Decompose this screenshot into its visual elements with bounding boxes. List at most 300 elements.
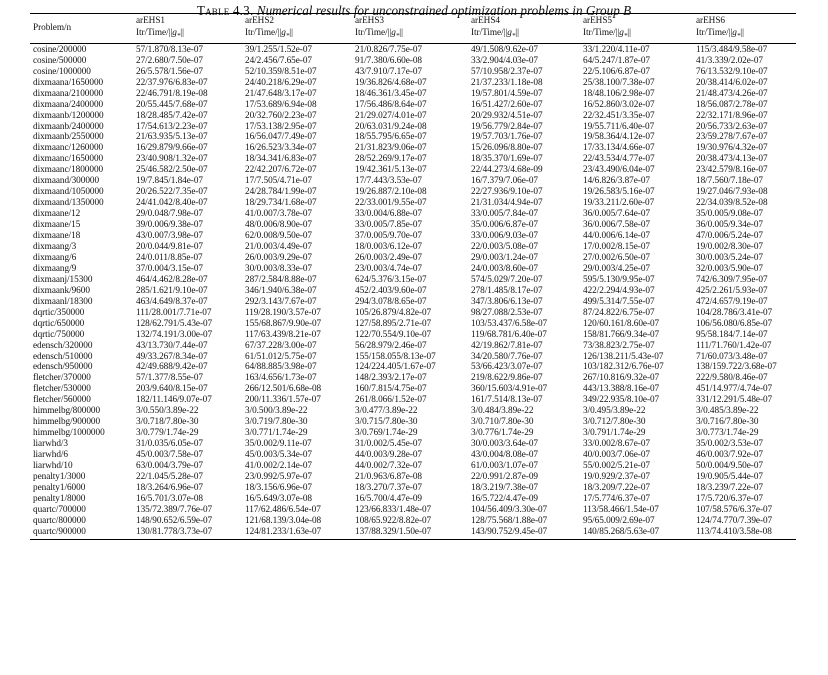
table-row	[30, 373, 796, 384]
result-cell: 574/5.029/7.20e-07	[471, 274, 543, 285]
metric-label-suffix: ||	[515, 28, 519, 38]
result-cell: 26/0.003/9.29e-07	[245, 252, 312, 263]
result-cell: 32/0.003/5.90e-07	[696, 263, 763, 274]
result-cell: 294/3.078/8.65e-07	[355, 296, 427, 307]
result-cell: 266/12.501/6.68e-08	[245, 384, 322, 395]
metric-label-prefix: Itr/Time/||	[583, 28, 620, 38]
result-cell: 22/1.045/5.28e-07	[136, 472, 203, 483]
problem-name-cell: fletcher/530000	[33, 384, 91, 395]
result-cell: 20/0.044/9.81e-07	[136, 242, 203, 252]
result-cell: 16/29.879/9.66e-07	[136, 143, 208, 154]
result-cell: 37/0.005/9.70e-07	[355, 231, 422, 242]
metric-label-g: g	[391, 28, 396, 38]
metric-header	[696, 27, 796, 43]
result-cell: 3/0.779/1.74e-29	[136, 428, 199, 439]
method-header: arEHS1	[136, 16, 165, 26]
table-title: Numerical results for unconstrained optimization problems in Group B	[256, 3, 632, 18]
problem-name-cell: dqrtic/750000	[33, 329, 85, 340]
result-cell: 56/28.979/2.46e-07	[355, 340, 427, 351]
result-cell: 36/0.006/7.58e-07	[583, 220, 650, 231]
problem-name-cell: dixmaane/12	[33, 209, 81, 220]
problem-name-cell: quartc/800000	[33, 515, 86, 526]
result-cell: 119/28.190/3.57e-07	[245, 307, 321, 318]
result-cell: 19/33.211/2.60e-07	[583, 198, 655, 209]
result-cell: 29/0.003/4.25e-07	[583, 263, 650, 274]
result-cell: 3/0.484/3.89e-22	[471, 406, 534, 417]
result-cell: 24/28.784/1.99e-07	[245, 187, 317, 198]
result-cell: 22/43.534/4.77e-07	[583, 154, 655, 165]
table-row	[30, 395, 796, 406]
result-cell: 91/7.380/6.60e-08	[355, 55, 422, 66]
result-cell: 451/14.977/4.74e-07	[696, 384, 773, 395]
result-cell: 30/0.003/3.64e-07	[471, 439, 538, 450]
result-cell: 22/27.936/9.10e-07	[471, 187, 543, 198]
table-body	[30, 43, 796, 538]
result-cell: 18/3.156/6.96e-07	[245, 482, 312, 493]
result-cell: 33/0.005/7.84e-07	[471, 209, 538, 220]
problem-name-cell: dqrtic/350000	[33, 307, 85, 318]
problem-name-cell: liarwhd/10	[33, 461, 73, 472]
result-cell: 64/88.885/3.98e-07	[245, 362, 317, 373]
result-cell: 41/3.339/2.02e-07	[696, 55, 763, 66]
result-cell: 425/2.261/5.93e-07	[696, 285, 768, 296]
result-cell: 30/0.003/5.24e-07	[696, 252, 763, 263]
result-cell: 22/37.976/6.83e-07	[136, 77, 208, 88]
table-row	[30, 483, 796, 494]
result-cell: 20/56.733/2.63e-07	[696, 121, 768, 132]
result-cell: 14/6.826/3.87e-07	[583, 176, 650, 187]
result-cell: 19/7.845/1.84e-07	[136, 176, 203, 187]
metric-header	[471, 27, 583, 43]
result-cell: 36/0.005/7.64e-07	[583, 209, 650, 220]
result-cell: 18/34.341/6.83e-07	[245, 154, 317, 165]
result-cell: 23/59.278/7.67e-07	[696, 132, 768, 143]
result-cell: 18/3.209/7.22e-07	[583, 482, 650, 493]
result-cell: 53/66.423/3.07e-07	[471, 362, 543, 373]
result-cell: 21/0.003/4.49e-07	[245, 242, 312, 252]
result-cell: 30/0.003/8.33e-07	[245, 263, 312, 274]
result-cell: 26/5.578/1.56e-07	[136, 66, 203, 77]
result-cell: 19/58.364/4.12e-07	[583, 132, 655, 143]
table-row	[30, 439, 796, 450]
table-row	[30, 143, 796, 154]
table-row	[30, 428, 796, 439]
method-header: arEHS6	[696, 16, 725, 26]
result-cell: 18/0.003/6.12e-07	[355, 242, 422, 252]
problem-name-cell: cosine/500000	[33, 55, 87, 66]
result-cell: 24/0.003/8.60e-07	[471, 263, 538, 274]
result-cell: 115/3.484/9.58e-07	[696, 44, 768, 55]
result-cell: 3/0.791/1.74e-29	[583, 428, 646, 439]
result-cell: 128/75.568/1.88e-07	[471, 515, 548, 526]
result-cell: 44/0.003/9.28e-07	[355, 450, 422, 461]
result-cell: 463/4.649/8.37e-07	[136, 296, 208, 307]
result-cell: 63/0.004/3.79e-07	[136, 461, 203, 472]
table-row	[30, 450, 796, 461]
result-cell: 19/26.887/2.10e-08	[355, 187, 427, 198]
result-cell: 17/56.486/8.64e-07	[355, 99, 427, 110]
result-cell: 19/55.711/6.40e-07	[583, 121, 655, 132]
result-cell: 42/19.862/7.81e-07	[471, 340, 543, 351]
metric-label-g: g	[281, 28, 286, 38]
table-row	[30, 406, 796, 417]
result-cell: 203/9.640/8.15e-07	[136, 384, 208, 395]
table-row	[30, 516, 796, 527]
result-cell: 3/0.718/7.80e-30	[136, 417, 199, 428]
result-cell: 21/0.963/6.87e-08	[355, 472, 422, 483]
table-row	[30, 209, 796, 220]
result-cell: 22/34.039/8.52e-08	[696, 198, 768, 209]
result-cell: 48/0.006/8.90e-07	[245, 220, 312, 231]
result-cell: 22/5.106/6.87e-07	[583, 66, 650, 77]
result-cell: 19/30.976/4.32e-07	[696, 143, 768, 154]
result-cell: 422/2.294/4.93e-07	[583, 285, 655, 296]
result-cell: 16/5.701/3.07e-08	[136, 493, 203, 504]
result-cell: 20/38.473/4.13e-07	[696, 154, 768, 165]
table-row	[30, 308, 796, 319]
result-cell: 24/41.042/8.40e-07	[136, 198, 208, 209]
table-row	[30, 264, 796, 275]
table-row	[30, 56, 796, 67]
problem-name-cell: dixmaand/1350000	[33, 198, 104, 209]
result-cell: 3/0.710/7.80e-30	[471, 417, 534, 428]
result-cell: 16/5.649/3.07e-08	[245, 493, 312, 504]
table-row	[30, 231, 796, 242]
result-cell: 18/28.485/7.42e-07	[136, 110, 208, 121]
result-cell: 20/38.414/6.02e-07	[696, 77, 768, 88]
problem-name-cell: fletcher/370000	[33, 373, 91, 384]
table-row	[30, 100, 796, 111]
result-cell: 106/56.080/6.85e-07	[696, 318, 773, 329]
result-cell: 43/0.007/3.98e-07	[136, 231, 203, 242]
table-row	[30, 253, 796, 264]
problem-name-cell: cosine/200000	[33, 44, 87, 55]
problem-name-cell: liarwhd/3	[33, 439, 69, 450]
table-row	[30, 362, 796, 373]
result-cell: 41/0.002/2.14e-07	[245, 461, 312, 472]
result-cell: 18/55.795/6.65e-07	[355, 132, 427, 143]
result-cell: 62/0.008/9.50e-07	[245, 231, 312, 242]
result-cell: 43/7.910/7.17e-07	[355, 66, 422, 77]
result-cell: 33/0.004/6.88e-07	[355, 209, 422, 220]
table-row	[30, 198, 796, 209]
problem-name-cell: dixmaanl/18300	[33, 296, 93, 307]
result-cell: 19/0.929/2.37e-07	[583, 472, 650, 483]
result-cell: 130/81.778/3.73e-07	[136, 526, 213, 537]
result-cell: 143/90.752/9.45e-07	[471, 526, 548, 537]
table-row	[30, 187, 796, 198]
result-cell: 17/53.689/6.94e-08	[245, 99, 317, 110]
result-cell: 111/28.001/7.71e-07	[136, 307, 212, 318]
result-cell: 117/63.439/8.21e-07	[245, 329, 321, 340]
result-cell: 44/0.002/7.32e-07	[355, 461, 422, 472]
result-cell: 155/158.055/8.13e-07	[355, 351, 436, 362]
metric-label-star: *	[395, 31, 400, 40]
result-cell: 22/33.001/9.55e-07	[355, 198, 427, 209]
table-row	[30, 165, 796, 176]
table-row	[30, 176, 796, 187]
result-cell: 50/0.004/9.50e-07	[696, 461, 763, 472]
result-cell: 331/12.291/5.48e-07	[696, 395, 773, 406]
result-cell: 45/0.003/5.34e-07	[245, 450, 312, 461]
result-cell: 18/3.239/7.22e-07	[696, 482, 763, 493]
table-row	[30, 319, 796, 330]
result-cell: 31/0.002/5.45e-07	[355, 439, 422, 450]
problem-name-cell: cosine/1000000	[33, 66, 91, 77]
result-cell: 19/57.801/4.59e-07	[471, 88, 543, 99]
result-cell: 3/0.771/1.74e-29	[245, 428, 308, 439]
result-cell: 21/29.027/4.01e-07	[355, 110, 427, 121]
result-cell: 3/0.712/7.80e-30	[583, 417, 646, 428]
result-cell: 346/1.940/6.38e-07	[245, 285, 317, 296]
result-cell: 3/0.716/7.80e-30	[696, 417, 759, 428]
problem-name-cell: dixmaanb/2550000	[33, 132, 104, 143]
problem-name-cell: dixmaanc/1260000	[33, 143, 104, 154]
result-cell: 24/2.456/7.65e-07	[245, 55, 312, 66]
result-cell: 17/7.505/4.71e-07	[245, 176, 312, 187]
problem-name-cell: dixmaang/6	[33, 252, 77, 263]
table-row	[30, 275, 796, 286]
result-cell: 21/63.935/5.13e-07	[136, 132, 208, 143]
metric-header-row	[30, 27, 796, 43]
metric-label-star: *	[285, 31, 290, 40]
result-cell: 19/0.905/5.44e-07	[696, 472, 763, 483]
result-cell: 43/0.004/8.08e-07	[471, 450, 538, 461]
result-cell: 45/0.003/7.58e-07	[136, 450, 203, 461]
metric-label-suffix: ||	[399, 28, 403, 38]
result-cell: 21/31.034/4.94e-07	[471, 198, 543, 209]
table-row	[30, 132, 796, 143]
problem-name-cell: penalty1/3000	[33, 472, 86, 483]
problem-name-cell: dixmaand/1050000	[33, 187, 104, 198]
result-cell: 182/11.146/9.07e-07	[136, 395, 212, 406]
problem-name-cell: dixmaanb/1200000	[33, 110, 104, 121]
result-cell: 16/7.379/7.06e-07	[471, 176, 538, 187]
result-cell: 16/5.700/4.47e-09	[355, 493, 422, 504]
result-cell: 17/53.138/2.95e-07	[245, 121, 317, 132]
result-cell: 33/0.005/7.85e-07	[355, 220, 422, 231]
result-cell: 22/46.791/8.19e-08	[136, 88, 208, 99]
result-cell: 73/38.823/2.75e-07	[583, 340, 655, 351]
header-rule	[30, 43, 796, 44]
result-cell: 16/56.047/7.49e-07	[245, 132, 317, 143]
problem-name-cell: dixmaane/18	[33, 231, 81, 242]
table-row	[30, 384, 796, 395]
result-cell: 27/0.002/6.50e-07	[583, 252, 650, 263]
result-cell: 23/0.992/5.97e-07	[245, 472, 312, 483]
result-cell: 64/5.247/1.87e-07	[583, 55, 650, 66]
metric-label-g: g	[507, 28, 512, 38]
result-cell: 148/2.393/2.17e-07	[355, 373, 427, 384]
table-label: Table 4.3.	[196, 3, 254, 18]
table-row	[30, 89, 796, 100]
metric-label-star: *	[623, 31, 628, 40]
result-cell: 124/224.405/1.67e-07	[355, 362, 436, 373]
result-cell: 36/0.005/9.34e-07	[696, 220, 763, 231]
result-cell: 18/48.106/2.98e-07	[583, 88, 655, 99]
table-row	[30, 494, 796, 505]
problem-name-cell: dixmaang/9	[33, 263, 77, 274]
result-cell: 16/51.427/2.60e-07	[471, 99, 543, 110]
result-cell: 35/0.006/6.87e-07	[471, 220, 538, 231]
problem-name-cell: dixmaana/2100000	[33, 88, 104, 99]
table-row	[30, 341, 796, 352]
result-cell: 104/56.409/3.30e-07	[471, 504, 548, 515]
result-cell: 18/3.219/7.38e-07	[471, 482, 538, 493]
metric-header	[245, 27, 355, 43]
metric-label-g: g	[172, 28, 177, 38]
result-cell: 23/42.579/8.16e-07	[696, 165, 768, 176]
problem-name-cell: quartc/700000	[33, 504, 86, 515]
result-cell: 3/0.500/3.89e-22	[245, 406, 308, 417]
result-cell: 22/32.171/8.96e-07	[696, 110, 768, 121]
results-table	[30, 14, 796, 538]
result-cell: 21/31.823/9.06e-07	[355, 143, 427, 154]
result-cell: 98/27.088/2.53e-07	[471, 307, 543, 318]
result-cell: 67/37.228/3.00e-07	[245, 340, 317, 351]
result-cell: 18/56.087/2.78e-07	[696, 99, 768, 110]
result-cell: 37/0.004/3.15e-07	[136, 263, 203, 274]
result-cell: 17/5.774/6.37e-07	[583, 493, 650, 504]
result-cell: 18/3.270/7.37e-07	[355, 482, 422, 493]
result-cell: 39/0.006/9.38e-07	[136, 220, 203, 231]
problem-name-cell: fletcher/560000	[33, 395, 91, 406]
metric-label-prefix: Itr/Time/||	[136, 28, 173, 38]
result-cell: 161/7.514/8.13e-07	[471, 395, 543, 406]
result-cell: 20/29.932/4.51e-07	[471, 110, 543, 121]
problem-name-cell: dixmaank/9600	[33, 285, 90, 296]
result-cell: 124/81.233/1.63e-07	[245, 526, 322, 537]
result-cell: 35/0.005/9.08e-07	[696, 209, 763, 220]
table-row	[30, 242, 796, 253]
table-row	[30, 67, 796, 78]
result-cell: 25/46.582/2.50e-07	[136, 165, 208, 176]
result-cell: 29/0.048/7.98e-07	[136, 209, 203, 220]
result-cell: 3/0.773/1.74e-29	[696, 428, 759, 439]
result-cell: 347/3.806/6.13e-07	[471, 296, 543, 307]
result-cell: 23/40.908/1.32e-07	[136, 154, 208, 165]
result-cell: 624/5.376/3.15e-07	[355, 274, 427, 285]
table-row	[30, 472, 796, 483]
metric-label-prefix: Itr/Time/||	[471, 28, 508, 38]
result-cell: 113/58.466/1.54e-07	[583, 504, 659, 515]
metric-label-suffix: ||	[627, 28, 631, 38]
result-cell: 19/57.703/1.76e-07	[471, 132, 543, 143]
result-cell: 43/13.730/7.44e-07	[136, 340, 208, 351]
result-cell: 127/58.895/2.71e-07	[355, 318, 432, 329]
metric-label-star: *	[511, 31, 516, 40]
result-cell: 35/0.002/9.11e-07	[245, 439, 312, 450]
result-cell: 17/7.443/3.53e-07	[355, 176, 422, 187]
result-cell: 40/0.003/7.06e-07	[583, 450, 650, 461]
top-rule	[30, 13, 796, 14]
result-cell: 76/13.532/9.10e-07	[696, 66, 768, 77]
result-cell: 57/10.958/2.37e-07	[471, 66, 543, 77]
result-cell: 3/0.715/7.80e-30	[355, 417, 418, 428]
result-cell: 148/90.652/6.59e-07	[136, 515, 213, 526]
result-cell: 3/0.485/3.89e-22	[696, 406, 759, 417]
result-cell: 20/63.031/9.24e-08	[355, 121, 427, 132]
result-cell: 287/2.584/8.88e-07	[245, 274, 317, 285]
result-cell: 61/51.012/5.75e-07	[245, 351, 317, 362]
metric-label-prefix: Itr/Time/||	[696, 28, 733, 38]
result-cell: 41/0.007/3.78e-07	[245, 209, 312, 220]
result-cell: 22/42.207/6.72e-07	[245, 165, 317, 176]
result-cell: 16/52.860/3.02e-07	[583, 99, 655, 110]
result-cell: 3/0.769/1.74e-29	[355, 428, 418, 439]
result-cell: 16/26.523/3.34e-07	[245, 143, 317, 154]
table-row	[30, 154, 796, 165]
result-cell: 24/0.011/8.85e-07	[136, 252, 203, 263]
problem-name-cell: dixmaand/300000	[33, 176, 100, 187]
result-cell: 22/32.451/3.35e-07	[583, 110, 655, 121]
bottom-rule	[30, 539, 796, 540]
result-cell: 26/0.003/2.49e-07	[355, 252, 422, 263]
problem-name-cell: dixmaana/1650000	[33, 77, 104, 88]
result-cell: 222/9.580/8.46e-07	[696, 373, 768, 384]
result-cell: 95/65.009/2.69e-07	[583, 515, 655, 526]
metric-label-g: g	[732, 28, 737, 38]
result-cell: 28/52.269/9.17e-07	[355, 154, 427, 165]
result-cell: 137/88.329/1.50e-07	[355, 526, 432, 537]
problem-name-cell: dixmaanb/2400000	[33, 121, 104, 132]
result-cell: 138/159.722/3.68e-07	[696, 362, 777, 373]
result-cell: 163/4.656/1.73e-07	[245, 373, 317, 384]
problem-name-cell: penalty1/6000	[33, 482, 86, 493]
result-cell: 3/0.719/7.80e-30	[245, 417, 308, 428]
result-cell: 21/0.826/7.75e-07	[355, 44, 422, 55]
problem-name-cell: himmelbg/900000	[33, 417, 101, 428]
result-cell: 113/74.410/3.58e-08	[696, 526, 772, 537]
table-header	[30, 14, 796, 43]
result-cell: 49/33.267/8.34e-07	[136, 351, 208, 362]
result-cell: 18/46.361/3.45e-07	[355, 88, 427, 99]
problem-name-cell: quartc/900000	[33, 526, 86, 537]
method-header: arEHS2	[245, 16, 274, 26]
table-row	[30, 122, 796, 133]
result-cell: 18/29.734/1.68e-07	[245, 198, 317, 209]
result-cell: 111/71.760/1.42e-07	[696, 340, 772, 351]
result-cell: 292/3.143/7.67e-07	[245, 296, 317, 307]
result-cell: 34/20.580/7.76e-07	[471, 351, 543, 362]
problem-name-cell: edensch/510000	[33, 351, 93, 362]
result-cell: 103/53.437/6.58e-07	[471, 318, 548, 329]
result-cell: 44/0.006/6.14e-07	[583, 231, 650, 242]
result-cell: 17/5.720/6.37e-07	[696, 493, 763, 504]
result-cell: 33/0.006/9.03e-07	[471, 231, 538, 242]
result-cell: 24/40.218/6.29e-07	[245, 77, 317, 88]
result-cell: 20/55.445/7.68e-07	[136, 99, 208, 110]
result-cell: 20/32.760/2.23e-07	[245, 110, 317, 121]
result-cell: 25/38.100/7.38e-07	[583, 77, 655, 88]
table-row	[30, 297, 796, 308]
result-cell: 19/36.826/4.68e-07	[355, 77, 427, 88]
result-cell: 3/0.550/3.89e-22	[136, 406, 199, 417]
result-cell: 122/70.554/9.10e-07	[355, 329, 432, 340]
result-cell: 360/15.603/4.91e-07	[471, 384, 548, 395]
result-cell: 87/24.822/6.75e-07	[583, 307, 655, 318]
metric-header	[583, 27, 696, 43]
metric-label-g: g	[619, 28, 624, 38]
result-cell: 18/35.370/1.69e-07	[471, 154, 543, 165]
result-cell: 95/58.184/7.14e-07	[696, 329, 768, 340]
problem-name-cell: himmelbg/800000	[33, 406, 101, 417]
result-cell: 15/26.096/8.80e-07	[471, 143, 543, 154]
result-cell: 19/0.002/8.30e-07	[696, 242, 763, 252]
result-cell: 55/0.002/5.21e-07	[583, 461, 650, 472]
table-row	[30, 286, 796, 297]
result-cell: 22/0.991/2.87e-09	[471, 472, 538, 483]
